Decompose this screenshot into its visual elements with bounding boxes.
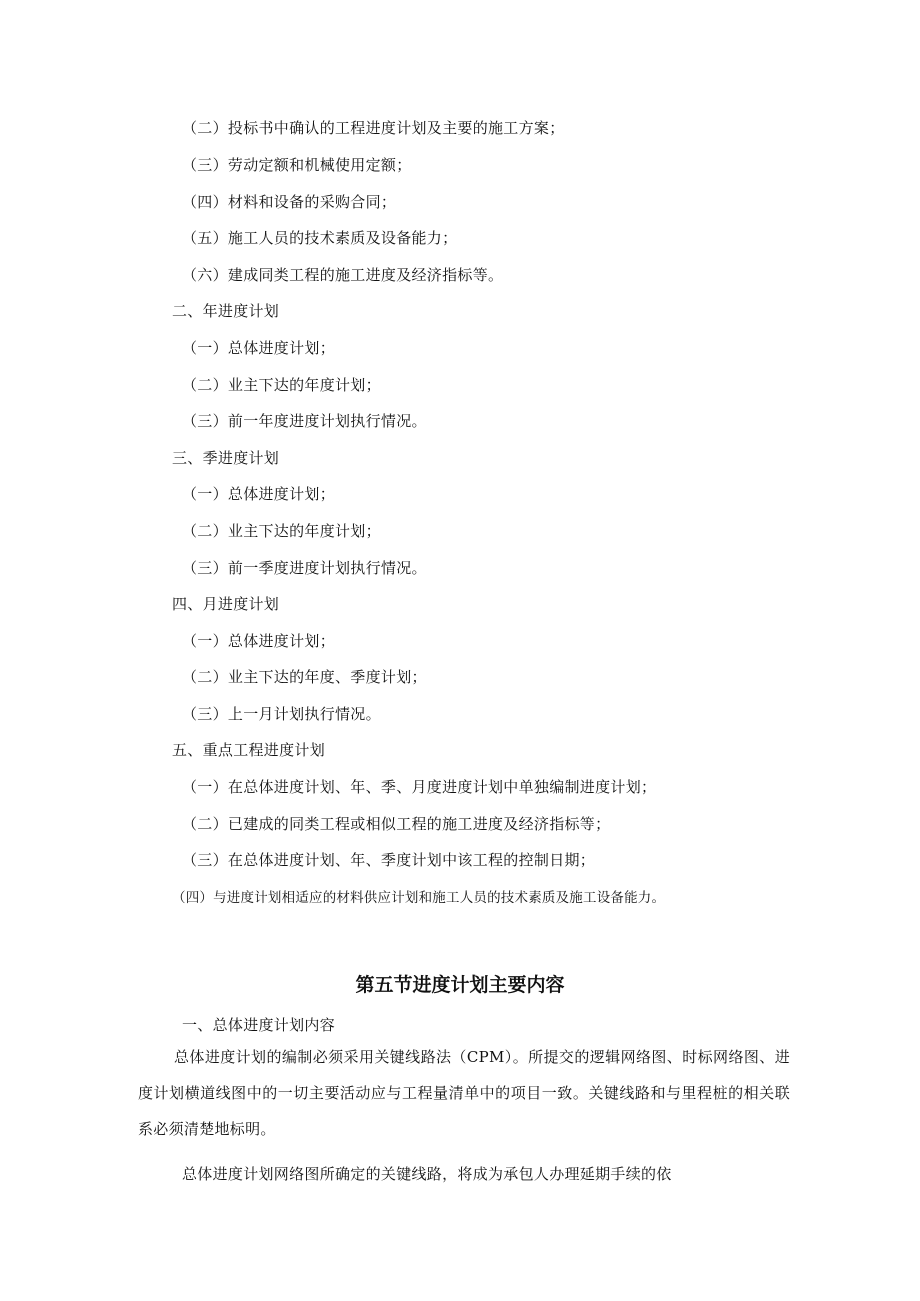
list-item: （四）材料和设备的采购合同；	[182, 193, 397, 211]
list-item: （三）前一季度进度计划执行情况。	[182, 559, 427, 577]
section-heading: 三、季进度计划	[172, 449, 280, 467]
list-item: （一）总体进度计划；	[182, 339, 336, 357]
list-item: （二）业主下达的年度计划；	[182, 376, 381, 394]
list-item: （三）前一年度进度计划执行情况。	[182, 412, 427, 430]
section-heading: 四、月进度计划	[172, 595, 280, 613]
section-title: 第五节进度计划主要内容	[355, 974, 565, 996]
list-item: （一）总体进度计划；	[182, 485, 336, 503]
list-item: （一）在总体进度计划、年、季、月度进度计划中单独编制进度计划；	[182, 778, 657, 796]
list-item: （二）业主下达的年度、季度计划；	[182, 668, 427, 686]
list-item: （六）建成同类工程的施工进度及经济指标等。	[182, 266, 504, 284]
list-item: （二）投标书中确认的工程进度计划及主要的施工方案；	[182, 119, 565, 137]
list-item: （三）上一月计划执行情况。	[182, 705, 381, 723]
paragraph: 总体进度计划的编制必须采用关键线路法（CPM）。所提交的逻辑网络图、时标网络图、进度计划横道线图中的一切主要活动应与工程量清单中的项目一致。关键线路和与里程桩的相关联系必须清楚地标明。	[138, 1048, 790, 1138]
list-item: （四）与进度计划相适应的材料供应计划和施工人员的技术素质及施工设备能力。	[172, 890, 666, 906]
section-heading: 二、年进度计划	[172, 302, 280, 320]
list-item: （一）总体进度计划；	[182, 632, 336, 650]
list-item: （三）劳动定额和机械使用定额；	[182, 156, 412, 174]
list-item: （二）已建成的同类工程或相似工程的施工进度及经济指标等；	[182, 815, 611, 833]
list-item: （二）业主下达的年度计划；	[182, 522, 381, 540]
list-item: （五）施工人员的技术素质及设备能力；	[182, 229, 458, 247]
list-item: （三）在总体进度计划、年、季度计划中该工程的控制日期；	[182, 851, 596, 869]
paragraph: 总体进度计划网络图所确定的关键线路，将成为承包人办理延期手续的依	[182, 1165, 672, 1183]
section-heading: 五、重点工程进度计划	[172, 741, 326, 759]
subheading: 一、总体进度计划内容	[182, 1016, 336, 1034]
